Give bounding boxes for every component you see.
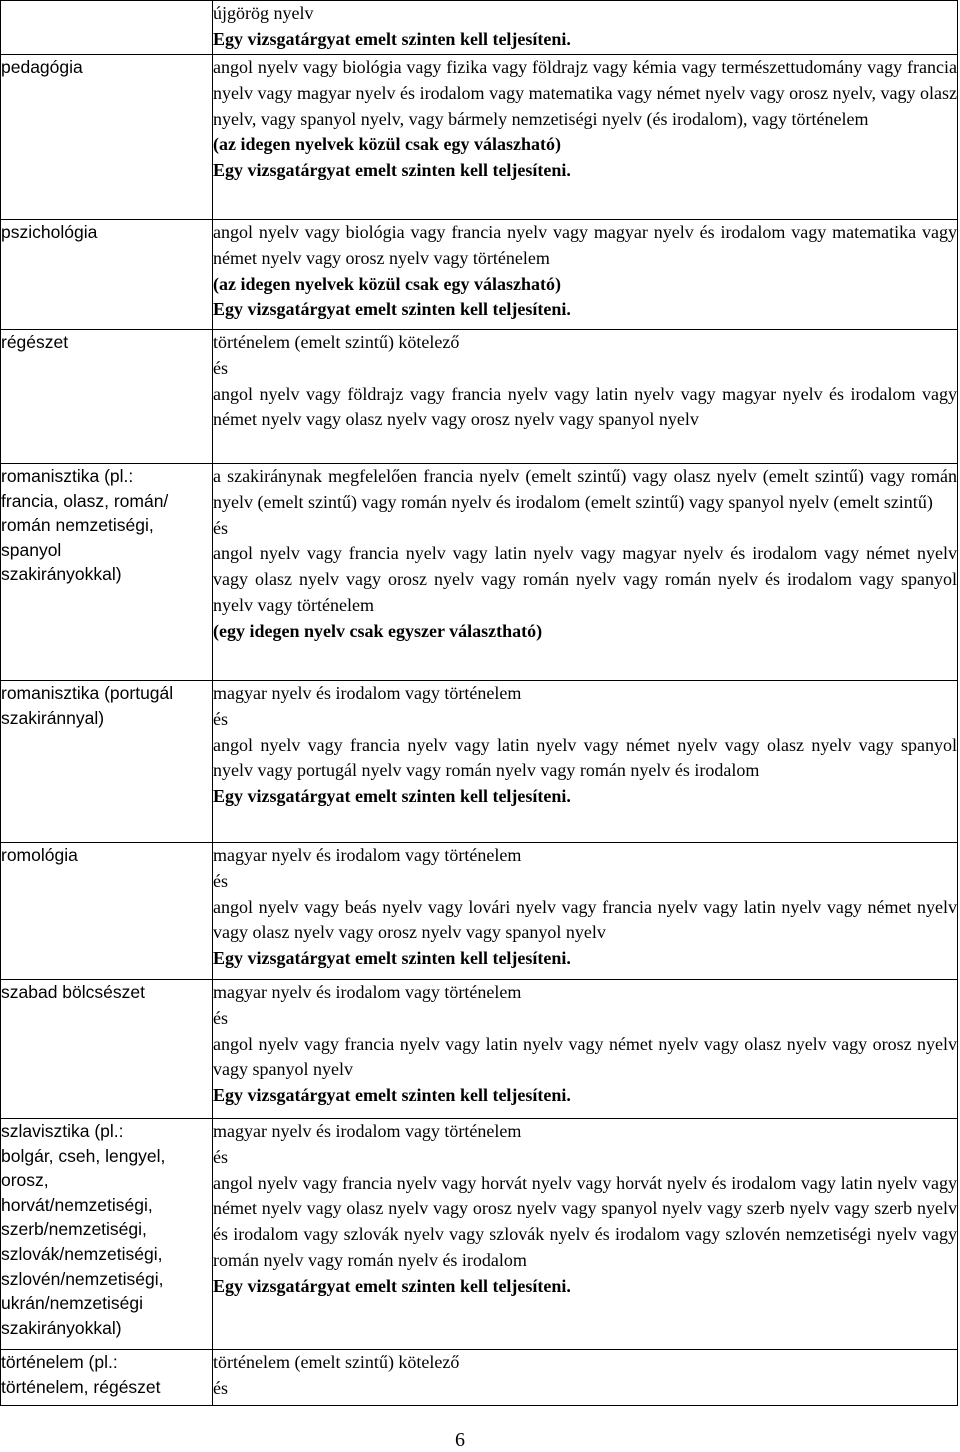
requirement-text: angol nyelv vagy beás nyelv vagy lovári nyelv vagy francia nyelv vagy latin nyelv vagy német nyelv vagy olasz nyelv vagy orosz nyelv vagy spanyol nyelv — [213, 896, 957, 943]
subject-cell — [1, 55, 213, 220]
subject-name: orosz, — [1, 1170, 49, 1191]
subject-name: szakirányokkal) — [1, 1317, 122, 1338]
subject-name: szabad bölcsészet — [1, 982, 145, 1002]
requirement-connector: és — [213, 1007, 228, 1028]
subject-cell — [1, 464, 213, 681]
requirements-cell — [213, 843, 958, 980]
table-row — [1, 843, 958, 980]
requirement-note: Egy vizsgatárgyat emelt szinten kell teljesíteni. — [213, 28, 571, 49]
requirements-cell — [213, 681, 958, 843]
subject-name: pszichológia — [1, 222, 98, 242]
requirement-connector: és — [213, 708, 228, 729]
table-row — [1, 1119, 958, 1350]
subject-name: szakiránnyal) — [1, 707, 105, 728]
subject-name: francia, olasz, román/ — [1, 490, 169, 511]
requirements-cell — [213, 330, 958, 464]
requirement-note: Egy vizsgatárgyat emelt szinten kell teljesíteni. — [213, 1275, 571, 1296]
subject-name: szlavisztika (pl.: — [1, 1121, 124, 1141]
subject-name: romológia — [1, 845, 78, 865]
requirements-cell — [213, 1, 958, 55]
requirement-connector: és — [213, 517, 228, 538]
requirement-text: angol nyelv vagy földrajz vagy francia nyelv vagy latin nyelv vagy magyar nyelv és irodalom vagy német nyelv vagy olasz nyelv vagy orosz nyelv vagy spanyol nyelv — [213, 383, 957, 430]
requirement-text: angol nyelv vagy francia nyelv vagy horvát nyelv vagy horvát nyelv és irodalom vagy latin nyelv vagy német nyelv vagy olasz nyelv vagy orosz nyelv vagy spanyol nyelv vagy szerb nyelv vagy szerb nyelv és irodalom vagy szlovák nyelv vagy szlovák nyelv és irodalom vagy szlovén nemzetiségi nyelv vagy román nyelv vagy román nyelv és irodalom — [213, 1172, 957, 1270]
requirements-cell — [213, 980, 958, 1119]
requirement-text: történelem (emelt szintű) kötelező — [213, 1352, 460, 1372]
requirement-text: magyar nyelv és irodalom vagy történelem — [213, 1121, 522, 1141]
requirement-text: magyar nyelv és irodalom vagy történelem — [213, 982, 522, 1002]
table-row — [1, 55, 958, 220]
requirements-cell — [213, 55, 958, 220]
requirement-connector: és — [213, 1146, 228, 1167]
table-row — [1, 464, 958, 681]
requirement-note: Egy vizsgatárgyat emelt szinten kell teljesíteni. — [213, 1085, 571, 1106]
requirement-text: angol nyelv vagy francia nyelv vagy latin nyelv vagy magyar nyelv és irodalom vagy német nyelv vagy olasz nyelv vagy orosz nyelv vagy román nyelv vagy román nyelv és irodalom vagy spanyol nyelv vagy történelem — [213, 543, 957, 615]
page-number: 6 — [455, 1429, 465, 1451]
requirement-text: angol nyelv vagy francia nyelv vagy latin nyelv vagy német nyelv vagy olasz nyelv vagy orosz nyelv vagy spanyol nyelv — [213, 1033, 957, 1080]
subject-cell — [1, 220, 213, 330]
requirements-cell — [213, 220, 958, 330]
requirement-connector: és — [213, 870, 228, 891]
requirement-text: a szakiránynak megfelelően francia nyelv (emelt szintű) vagy olasz nyelv (emelt szintű) vagy román nyelv (emelt szintű) vagy román nyelv és irodalom (emelt szintű) vagy spanyol nyelv (emelt szintű) — [213, 466, 957, 512]
subject-cell — [1, 681, 213, 843]
requirement-note: (az idegen nyelvek közül csak egy válaszható) — [213, 134, 561, 155]
subject-name: ukrán/nemzetiségi — [1, 1293, 144, 1314]
requirement-text: angol nyelv vagy biológia vagy francia nyelv vagy magyar nyelv és irodalom vagy matematika vagy német nyelv vagy orosz nyelv vagy történelem — [213, 222, 957, 268]
requirement-text: magyar nyelv és irodalom vagy történelem — [213, 845, 522, 865]
requirement-connector: és — [213, 1377, 228, 1398]
requirements-cell — [213, 1119, 958, 1350]
requirement-note: (az idegen nyelvek közül csak egy válaszható) — [213, 273, 561, 294]
table-row — [1, 220, 958, 330]
requirement-text: angol nyelv vagy francia nyelv vagy latin nyelv vagy német nyelv vagy olasz nyelv vagy spanyol nyelv vagy portugál nyelv vagy román nyelv vagy román nyelv és irodalom — [213, 734, 957, 781]
subject-name: pedagógia — [1, 57, 83, 77]
table-row — [1, 1350, 958, 1406]
subject-name: szlovén/nemzetiségi, — [1, 1268, 164, 1289]
requirements-cell — [213, 1350, 958, 1406]
table-row — [1, 681, 958, 843]
table-row — [1, 330, 958, 464]
requirement-note: Egy vizsgatárgyat emelt szinten kell teljesíteni. — [213, 786, 571, 807]
subject-name: romanisztika (portugál — [1, 683, 174, 703]
subject-name: bolgár, cseh, lengyel, — [1, 1145, 166, 1166]
requirement-text: újgörög nyelv — [213, 3, 314, 23]
subject-cell — [1, 1, 213, 55]
requirement-text: történelem (emelt szintű) kötelező — [213, 332, 460, 352]
requirement-note: Egy vizsgatárgyat emelt szinten kell teljesíteni. — [213, 299, 571, 320]
subject-name: szakirányokkal) — [1, 564, 122, 585]
subject-cell — [1, 980, 213, 1119]
requirement-note: Egy vizsgatárgyat emelt szinten kell teljesíteni. — [213, 160, 571, 181]
subject-name: történelem, régészet — [1, 1376, 161, 1397]
subject-name: szerb/nemzetiségi, — [1, 1219, 147, 1240]
requirement-connector: és — [213, 357, 228, 378]
requirement-note: Egy vizsgatárgyat emelt szinten kell teljesíteni. — [213, 948, 571, 969]
requirement-text: angol nyelv vagy biológia vagy fizika vagy földrajz vagy kémia vagy természettudomány vagy francia nyelv vagy magyar nyelv és irodalom vagy matematika vagy német nyelv vagy orosz nyelv, vagy olasz nyelv, vagy spanyol nyelv, vagy bármely nemzetiségi nyelv (és irodalom), vagy történelem — [213, 57, 957, 129]
subject-name: szlovák/nemzetiségi, — [1, 1243, 163, 1264]
table-row — [1, 980, 958, 1119]
subject-cell — [1, 843, 213, 980]
subject-cell — [1, 330, 213, 464]
requirement-text: magyar nyelv és irodalom vagy történelem — [213, 683, 522, 703]
subject-name: romanisztika (pl.: — [1, 466, 134, 486]
subject-cell — [1, 1350, 213, 1406]
requirement-note: (egy idegen nyelv csak egyszer választható) — [213, 620, 543, 641]
subject-name: spanyol — [1, 539, 62, 560]
subject-name: horvát/nemzetiségi, — [1, 1194, 153, 1215]
subject-name: román nemzetiségi, — [1, 515, 154, 536]
subject-cell — [1, 1119, 213, 1350]
subject-name: régészet — [1, 332, 69, 352]
table-row — [1, 1, 958, 55]
requirements-cell — [213, 464, 958, 681]
subject-name: történelem (pl.: — [1, 1352, 118, 1372]
